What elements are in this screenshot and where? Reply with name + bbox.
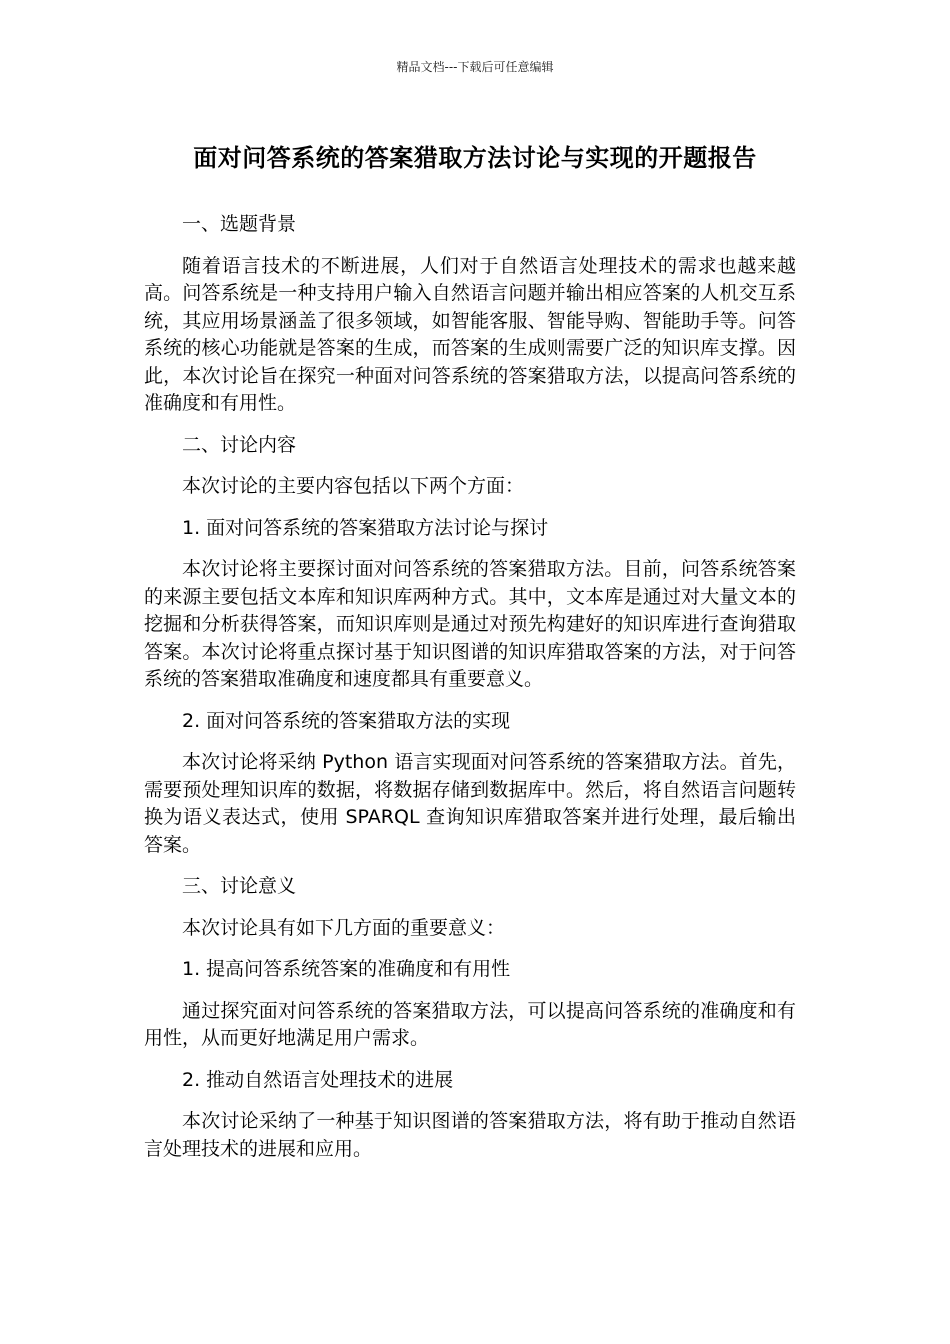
subheading-method-implementation: 2. 面对问答系统的答案猎取方法的实现 (182, 709, 511, 732)
paragraph-method-discussion: 本次讨论将主要探讨面对问答系统的答案猎取方法。目前，问答系统答案的来源主要包括文本库和知识库两种方式。其中，文本库是通过对大量文本的挖掘和分析获得答案，而知识库则是通过对预先构建好的知识库进行查询猎取答案。本次讨论将重点探讨基于知识图谱的知识库猎取答案的方法，对于问答系统的答案猎取准确度和速度都具有重要意义。 (144, 558, 796, 690)
paragraph-background: 随着语言技术的不断进展，人们对于自然语言处理技术的需求也越来越高。问答系统是一种支持用户输入自然语言问题并输出相应答案的人机交互系统，其应用场景涵盖了很多领域，如智能客服、智能导购、智能助手等。问答系统的核心功能就是答案的生成，而答案的生成则需要广泛的知识库支撑。因此，本次讨论旨在探究一种面对问答系统的答案猎取方法，以提高问答系统的准确度和有用性。 (144, 254, 796, 414)
section-heading-background: 一、选题背景 (182, 213, 297, 235)
paragraph-significance-intro: 本次讨论具有如下几方面的重要意义： (182, 916, 506, 939)
paragraph-method-implementation: 本次讨论将采纳 Python 语言实现面对问答系统的答案猎取方法。首先，需要预处理知识库的数据，将数据存储到数据库中。然后，将自然语言问题转换为语义表达式，使用 SPARQL 查询知识库猎取答案并进行处理，最后输出答案。 (144, 751, 796, 856)
subheading-nlp-progress: 2. 推动自然语言处理技术的进展 (182, 1068, 454, 1091)
section-heading-content: 二、讨论内容 (182, 433, 297, 456)
header-note: 精品文档---下载后可任意编辑 (396, 60, 554, 74)
document-title: 面对问答系统的答案猎取方法讨论与实现的开题报告 (193, 144, 757, 172)
document-body (144, 211, 796, 1177)
paragraph-accuracy: 通过探究面对问答系统的答案猎取方法，可以提高问答系统的准确度和有用性，从而更好地满足用户需求。 (144, 999, 796, 1049)
paragraph-nlp-progress: 本次讨论采纳了一种基于知识图谱的答案猎取方法，将有助于推动自然语言处理技术的进展和应用。 (144, 1110, 796, 1160)
subheading-accuracy: 1. 提高问答系统答案的准确度和有用性 (182, 958, 511, 980)
section-heading-significance: 三、讨论意义 (182, 875, 297, 897)
paragraph-content-intro: 本次讨论的主要内容包括以下两个方面： (182, 475, 525, 497)
subheading-method-discussion: 1. 面对问答系统的答案猎取方法讨论与探讨 (182, 516, 549, 539)
